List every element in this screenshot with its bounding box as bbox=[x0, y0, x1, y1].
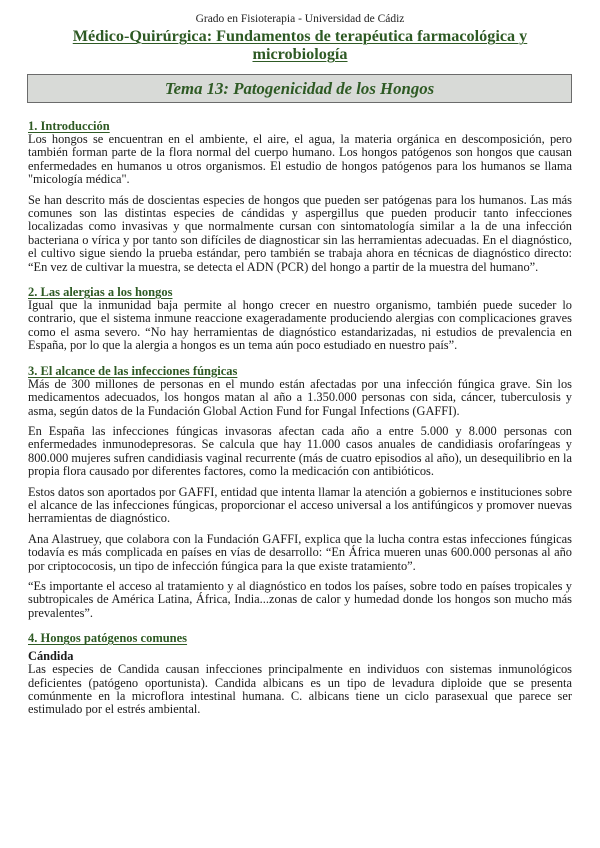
paragraph: Ana Alastruey, que colabora con la Fundación GAFFI, explica que la lucha contra estas infecciones fúngicas todavía es más complicada en países en vías de desarrollo: “En África mueren unas 600.000 personas al año por criptococosis, un tipo de infección fúngica para la que existe tratamiento”. bbox=[28, 531, 572, 573]
program-header: Grado en Fisioterapia - Universidad de Cádiz bbox=[195, 13, 405, 25]
topic-title: Tema 13: Patogenicidad de los Hongos bbox=[164, 78, 435, 98]
course-title: Médico-Quirúrgica: Fundamentos de terapéutica farmacológica y microbiología bbox=[72, 27, 528, 63]
section-heading-alergias: 2. Las alergias a los hongos bbox=[28, 285, 173, 300]
subheading-candida: Cándida bbox=[28, 649, 74, 664]
section-heading-introduccion: 1. Introducción bbox=[28, 119, 110, 133]
section-heading-hongos-patogenos: 4. Hongos patógenos comunes bbox=[28, 631, 188, 646]
paragraph: En España las infecciones fúngicas invasoras afectan cada año a entre 5.000 y 8.000 personas con enfermedades inmunodepresoras. Se calcula que hay 11.000 casos anuales de candidiasis orofaríngeas y 800.000 mujeres sufren candidiasis vaginal recurrente (más de cuatro episodios al año), un desequilibrio en la propia flora causado por diferentes factores, como la medicación con antibióticos. bbox=[28, 423, 572, 479]
paragraph: Estos datos son aportados por GAFFI, entidad que intenta llamar la atención a gobiernos e instituciones sobre el alcance de las infecciones fúngicas, proporcionar el acceso universal a los antifúngicos y promover nuevas herramientas de diagnóstico. bbox=[28, 484, 572, 526]
paragraph: Más de 300 millones de personas en el mundo están afectadas por una infección fúngica grave. Sin los medicamentos adecuados, los hongos matan al año a 1.350.000 personas con sida, cáncer, tuberculosis y asma, según datos de la Fundación Global Action Fund for Fungal Infections (GAFFI). bbox=[28, 376, 572, 418]
paragraph: Se han descrito más de doscientas especies de hongos que pueden ser patógenas para los humanos. Las más comunes son las distintas especies de cándidas y aspergillus que pueden producir tanto infecciones localizadas como invasivas y que normalmente cursan con sintomatología similar a la de una infección bacteriana o vírica y por tanto son difíciles de diagnosticar sin las herramientas adecuadas. En el diagnóstico, el cultivo sigue siendo la prueba estándar, pero también se trabaja ahora en técnicas de diagnóstico directo: “En vez de cultivar la muestra, se detecta el ADN (PCR) del hongo a partir de la muestra del humano”. bbox=[28, 192, 572, 274]
paragraph: Igual que la inmunidad baja permite al hongo crecer en nuestro organismo, también puede suceder lo contrario, que el sistema inmune reaccione exageradamente produciendo alergias con complicaciones graves como el asma severo. “No hay herramientas de diagnóstico estandarizadas, ni estudios de prevalencia en España, por lo que la alergia a hongos es un tema aún poco estudiado en nuestro país”. bbox=[28, 298, 572, 353]
topic-banner bbox=[27, 74, 572, 103]
paragraph: “Es importante el acceso al tratamiento y al diagnóstico en todos los países, sobre todo en países tropicales y subtropicales de América Latina, África, India...zonas de calor y humedad donde los hongos son mucho más prevalentes”. bbox=[28, 578, 572, 620]
section-heading-alcance: 3. El alcance de las infecciones fúngicas bbox=[28, 363, 238, 378]
document-body bbox=[28, 119, 572, 717]
paragraph: Los hongos se encuentran en el ambiente, el aire, el agua, la materia orgánica en descomposición, pero también forman parte de la flora normal del cuerpo humano. Los hongos patógenos son hongos que causan enfermedades en humanos u otros organismos. El estudio de hongos patógenos para los humanos se llama "micología médica". bbox=[28, 132, 572, 187]
paragraph: Las especies de Candida causan infecciones principalmente en individuos con sistemas inmunológicos deficientes (patógeno oportunista). Candida albicans es un tipo de levadura diploide que se presenta comúnmente en la microflora intestinal humana. C. albicans tiene un ciclo parasexual que parece ser estimulado por el estrés ambiental. bbox=[28, 662, 572, 717]
